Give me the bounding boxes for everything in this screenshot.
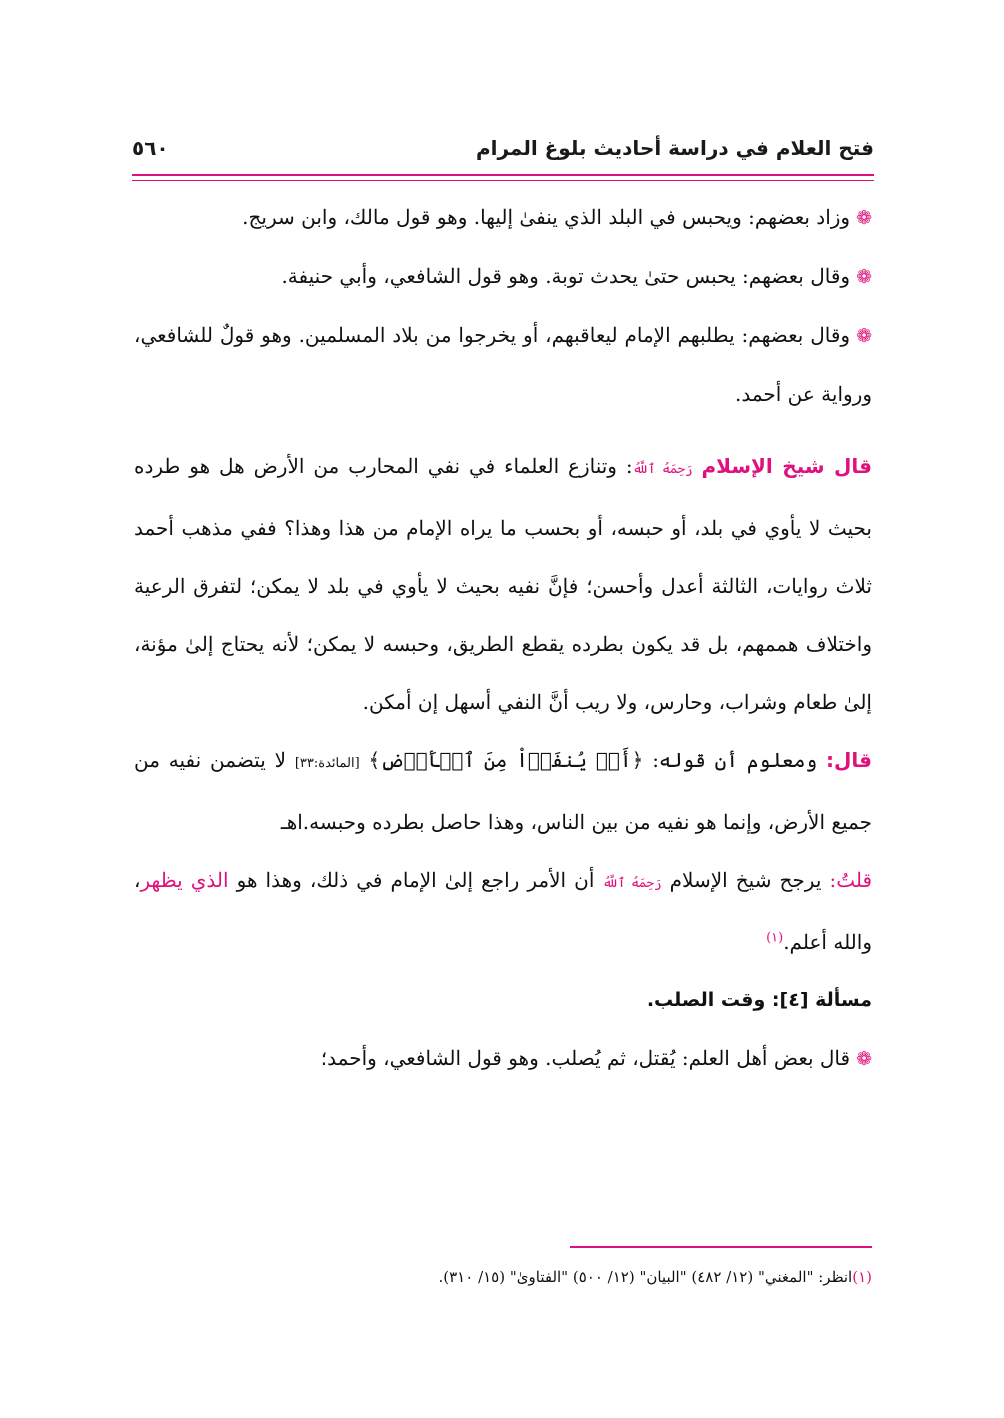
masala-title: وقت الصلب. — [646, 989, 772, 1011]
page-header — [132, 128, 874, 168]
main-text — [134, 188, 872, 1088]
bullet-paragraph — [134, 188, 872, 247]
paragraph-text: لا يتضمن نفيه من جميع الأرض، وإنما هو نفيه من بين الناس، وهذا حاصل بطرده وحبسه.اهـ — [134, 748, 872, 834]
paragraph-text: يرجح شيخ الإسلام — [661, 868, 830, 892]
masala-label: مسألة [٤]: — [771, 989, 872, 1011]
qal-paragraph — [134, 731, 872, 851]
paragraph-text: ، والله أعلم. — [134, 868, 872, 954]
bullet-paragraph — [134, 247, 872, 306]
flower-bullet-icon: ❁ — [856, 1048, 872, 1070]
bullet-paragraph — [134, 306, 872, 423]
paragraph-text: أن الأمر راجع إلىٰ الإمام في ذلك، وهذا هو — [228, 868, 603, 892]
flower-bullet-icon: ❁ — [856, 266, 872, 288]
paragraph-text: وزاد بعضهم: ويحبس في البلد الذي ينفىٰ إليها. وهو قول مالك، وابن سريج. — [242, 205, 851, 229]
header-rule-thin — [132, 180, 874, 181]
paragraph-text: ومعلوم أن قوله: — [643, 748, 827, 772]
footnote — [134, 1262, 872, 1292]
flower-bullet-icon: ❁ — [856, 325, 872, 347]
paragraph-text: قال بعض أهل العلم: يُقتل، ثم يُصلب. وهو قول الشافعي، وأحمد؛ — [320, 1046, 851, 1070]
header-rule-thick — [132, 174, 874, 176]
book-title: فتح العلام في دراسة أحاديث بلوغ المرام — [475, 136, 874, 160]
sheikh-label: قال شيخ الإسلام — [701, 454, 872, 478]
page-number: ٥٦٠ — [132, 136, 169, 160]
footnote-divider — [570, 1246, 872, 1248]
flower-bullet-icon: ❁ — [856, 207, 872, 229]
footnote-mark: (١) — [852, 1268, 872, 1286]
bullet-paragraph — [134, 1029, 872, 1088]
honorific-mark: رَحِمَهُ ٱللَّهُ — [632, 462, 693, 477]
sheikh-quote-paragraph — [134, 437, 872, 731]
footnote-reference[interactable]: (١) — [766, 930, 784, 946]
section-heading — [134, 971, 872, 1029]
paragraph-text: : وتنازع العلماء في نفي المحارب من الأرض هل هو طرده بحيث لا يأوي في بلد، أو حبسه، أو بحسب ما يراه الإمام من هذا وهذا؟ ففي مذهب أحمد ثلاث روايات، الثالثة أعدل وأحسن؛ فإنَّ نفيه بحيث لا يأوي في بلد لا يمكن؛ لتفرق الرعية واختلاف هممهم، بل قد يكون بطرده يقطع الطريق، وحبسه لا يمكن؛ لأنه يحتاج إلىٰ مؤنة، إلىٰ طعام وشراب، وحارس، ولا ريب أنَّ النفي أسهل إن أمكن. — [134, 454, 872, 714]
highlight-text: الذي يظهر — [140, 868, 229, 892]
quran-verse: ﴿أَوۡ يُنفَوۡاْ مِنَ ٱلۡأَرۡضِ﴾ — [368, 748, 644, 772]
paragraph-text: وقال بعضهم: يحبس حتىٰ يحدث توبة. وهو قول الشافعي، وأبي حنيفة. — [281, 264, 851, 288]
verse-reference: [المائدة:٣٣] — [294, 756, 360, 771]
footnote-text: انظر: "المغني" (١٢/ ٤٨٢) "البيان" (١٢/ ٥٠٠) "الفتاوىٰ" (١٥/ ٣١٠). — [438, 1268, 853, 1286]
paragraph-text: وقال بعضهم: يطلبهم الإمام ليعاقبهم، أو يخرجوا من بلاد المسلمين. وهو قولٌ للشافعي، ورواية عن أحمد. — [134, 323, 872, 406]
qultu-label: قلتُ: — [829, 868, 873, 892]
qultu-paragraph — [134, 851, 872, 971]
honorific-mark: رَحِمَهُ ٱللَّهُ — [602, 876, 662, 891]
qal-label: قال: — [826, 748, 873, 772]
